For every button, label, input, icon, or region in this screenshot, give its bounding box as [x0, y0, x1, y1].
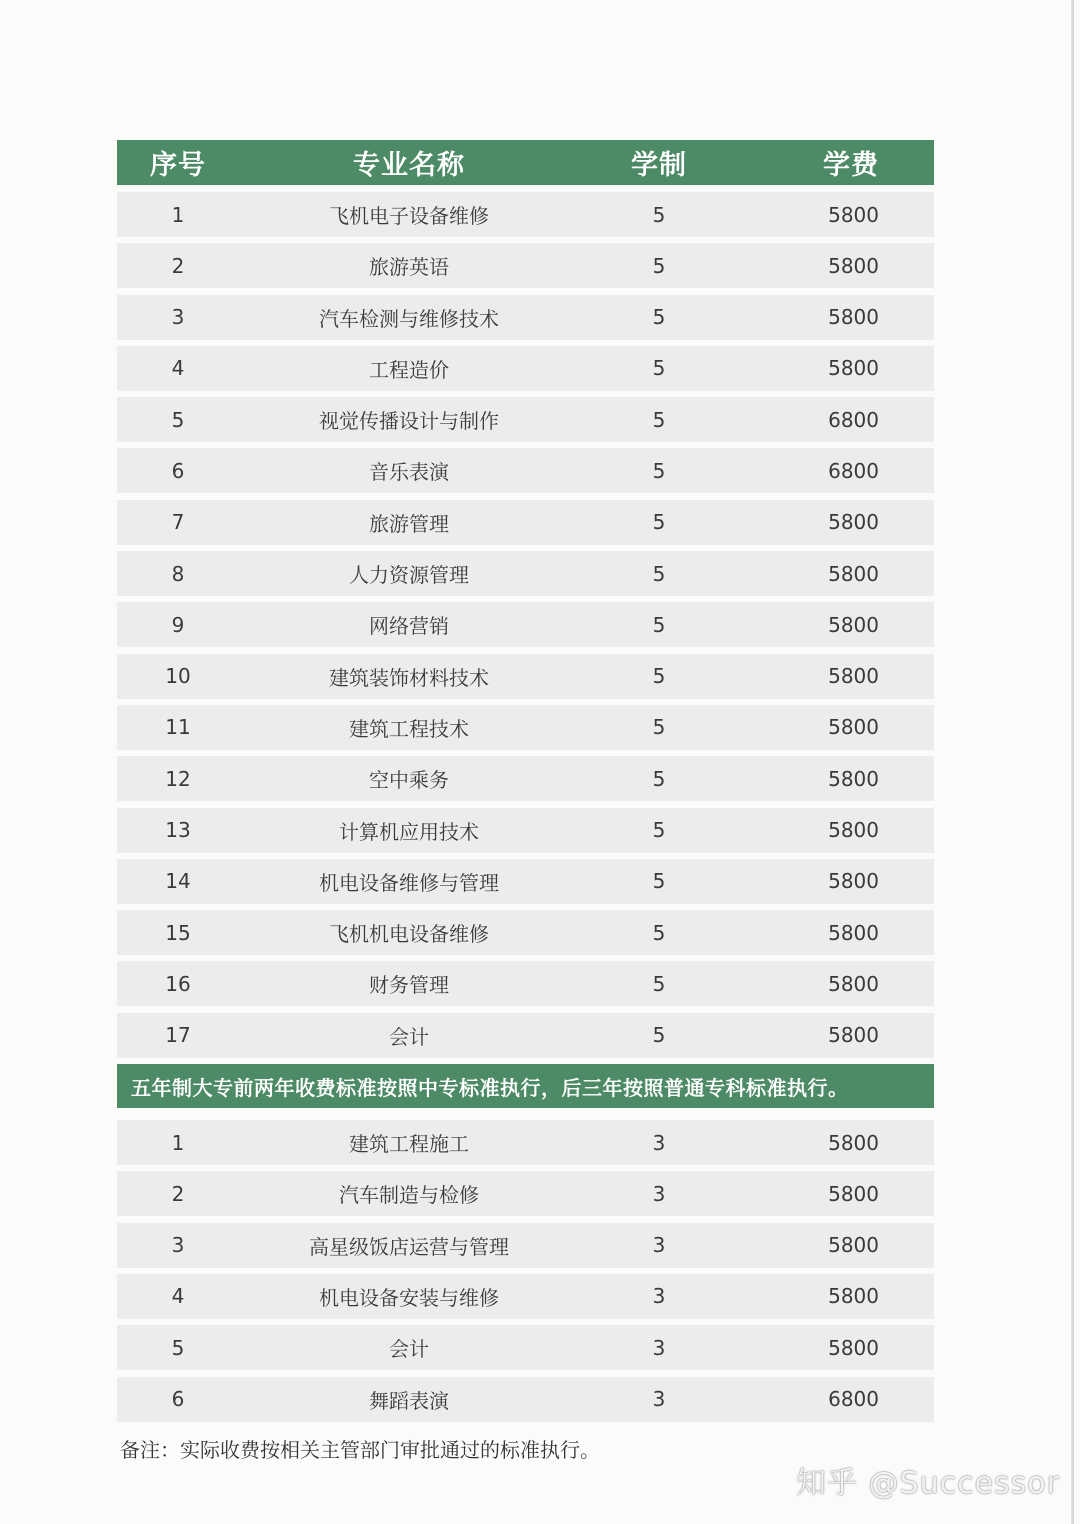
- table-header: [117, 140, 934, 185]
- page-edge: [1071, 0, 1074, 1524]
- cell-years: 5: [652, 561, 666, 586]
- cell-years: 3: [652, 1387, 666, 1412]
- cell-fee: 5800: [828, 1335, 879, 1360]
- cell-years: 5: [652, 612, 666, 637]
- cell-major: 旅游管理: [369, 511, 449, 536]
- cell-seq: 10: [165, 664, 191, 689]
- cell-major: 会计: [389, 1024, 429, 1049]
- cell-fee: 5800: [828, 1181, 879, 1206]
- cell-years: 5: [652, 1023, 666, 1048]
- cell-major: 计算机应用技术: [339, 819, 479, 844]
- cell-years: 5: [652, 869, 666, 894]
- table-row: [117, 295, 934, 340]
- cell-major: 财务管理: [369, 973, 449, 998]
- header-major: 专业名称: [353, 150, 465, 181]
- cell-major: 高星级饭店运营与管理: [309, 1234, 509, 1259]
- cell-fee: 5800: [828, 305, 879, 330]
- cell-major: 建筑工程施工: [349, 1132, 469, 1157]
- cell-major: 旅游英语: [369, 255, 449, 280]
- cell-fee: 5800: [828, 869, 879, 894]
- cell-seq: 9: [171, 612, 185, 637]
- table-row: [117, 192, 934, 237]
- table-row: [117, 859, 934, 904]
- table-row: [117, 1377, 934, 1422]
- fee-table: [117, 140, 934, 1428]
- table-row: [117, 1223, 934, 1268]
- cell-seq: 13: [165, 818, 191, 843]
- table-row: [117, 1274, 934, 1319]
- cell-years: 5: [652, 202, 666, 227]
- cell-fee: 5800: [828, 561, 879, 586]
- cell-seq: 4: [171, 1284, 185, 1309]
- cell-years: 5: [652, 971, 666, 996]
- cell-fee: 5800: [828, 1130, 879, 1155]
- table-row: [117, 1120, 934, 1165]
- cell-years: 5: [652, 510, 666, 535]
- table-row: [117, 346, 934, 391]
- cell-seq: 11: [165, 715, 191, 740]
- cell-years: 5: [652, 766, 666, 791]
- cell-fee: 5800: [828, 253, 879, 278]
- table-row: [117, 448, 934, 493]
- cell-major: 建筑工程技术: [349, 716, 469, 741]
- cell-fee: 6800: [828, 407, 879, 432]
- table-row: [117, 705, 934, 750]
- cell-major: 视觉传播设计与制作: [319, 409, 499, 434]
- cell-years: 5: [652, 356, 666, 381]
- cell-major: 会计: [389, 1337, 429, 1362]
- cell-seq: 3: [171, 305, 185, 330]
- cell-seq: 6: [171, 458, 185, 483]
- table-row: [117, 243, 934, 288]
- cell-years: 5: [652, 458, 666, 483]
- cell-fee: 5800: [828, 715, 879, 740]
- cell-years: 3: [652, 1335, 666, 1360]
- cell-fee: 5800: [828, 664, 879, 689]
- table-row: [117, 500, 934, 545]
- cell-major: 飞机电子设备维修: [329, 204, 489, 228]
- table-row: [117, 602, 934, 647]
- cell-major: 机电设备维修与管理: [319, 870, 499, 895]
- cell-seq: 14: [165, 869, 191, 894]
- cell-fee: 5800: [828, 356, 879, 381]
- cell-years: 5: [652, 253, 666, 278]
- cell-seq: 8: [171, 561, 185, 586]
- cell-years: 5: [652, 664, 666, 689]
- cell-years: 3: [652, 1130, 666, 1155]
- table-row: [117, 654, 934, 699]
- table-row: [117, 397, 934, 442]
- cell-major: 建筑装饰材料技术: [329, 665, 489, 690]
- cell-seq: 15: [165, 920, 191, 945]
- cell-fee: 5800: [828, 920, 879, 945]
- cell-seq: 3: [171, 1233, 185, 1258]
- header-seq: 序号: [150, 150, 206, 181]
- cell-major: 空中乘务: [369, 768, 449, 793]
- cell-seq: 2: [171, 253, 185, 278]
- cell-fee: 5800: [828, 1284, 879, 1309]
- cell-major: 汽车检测与维修技术: [319, 306, 499, 331]
- cell-years: 5: [652, 305, 666, 330]
- watermark: 知乎 @Successor: [796, 1466, 1060, 1501]
- cell-years: 5: [652, 920, 666, 945]
- cell-seq: 17: [165, 1023, 191, 1048]
- cell-fee: 5800: [828, 971, 879, 996]
- table-row: [117, 961, 934, 1006]
- cell-major: 人力资源管理: [349, 563, 469, 588]
- cell-fee: 5800: [828, 818, 879, 843]
- cell-major: 工程造价: [369, 357, 449, 382]
- cell-fee: 5800: [828, 202, 879, 227]
- cell-major: 舞蹈表演: [369, 1388, 449, 1413]
- cell-fee: 5800: [828, 612, 879, 637]
- table-row: [117, 756, 934, 801]
- cell-seq: 6: [171, 1387, 185, 1412]
- cell-years: 5: [652, 715, 666, 740]
- cell-years: 5: [652, 818, 666, 843]
- cell-years: 5: [652, 407, 666, 432]
- cell-seq: 4: [171, 356, 185, 381]
- cell-fee: 5800: [828, 1023, 879, 1048]
- footnote: 备注：实际收费按相关主管部门审批通过的标准执行。: [120, 1438, 600, 1462]
- cell-seq: 1: [171, 1130, 185, 1155]
- header-fee: 学费: [823, 150, 879, 181]
- table-row: [117, 1013, 934, 1058]
- cell-seq: 5: [171, 1335, 185, 1360]
- cell-fee: 5800: [828, 766, 879, 791]
- cell-years: 3: [652, 1181, 666, 1206]
- cell-seq: 12: [165, 766, 191, 791]
- table-row: [117, 1171, 934, 1216]
- cell-seq: 2: [171, 1181, 185, 1206]
- cell-major: 音乐表演: [369, 460, 449, 485]
- cell-seq: 7: [171, 510, 185, 535]
- table-row: [117, 1325, 934, 1370]
- cell-years: 3: [652, 1233, 666, 1258]
- table-row: [117, 808, 934, 853]
- cell-fee: 6800: [828, 1387, 879, 1412]
- cell-seq: 1: [171, 202, 185, 227]
- cell-years: 3: [652, 1284, 666, 1309]
- cell-seq: 16: [165, 971, 191, 996]
- cell-fee: 5800: [828, 1233, 879, 1258]
- cell-major: 汽车制造与检修: [339, 1183, 479, 1208]
- cell-major: 机电设备安装与维修: [319, 1285, 499, 1310]
- fee-policy-note: 五年制大专前两年收费标准按照中专标准执行，后三年按照普通专科标准执行。: [117, 1064, 934, 1108]
- cell-major: 网络营销: [369, 614, 449, 639]
- table-row: [117, 910, 934, 955]
- header-years: 学制: [631, 150, 687, 181]
- table-row: [117, 551, 934, 596]
- cell-fee: 6800: [828, 458, 879, 483]
- cell-fee: 5800: [828, 510, 879, 535]
- cell-seq: 5: [171, 407, 185, 432]
- cell-major: 飞机机电设备维修: [329, 922, 489, 947]
